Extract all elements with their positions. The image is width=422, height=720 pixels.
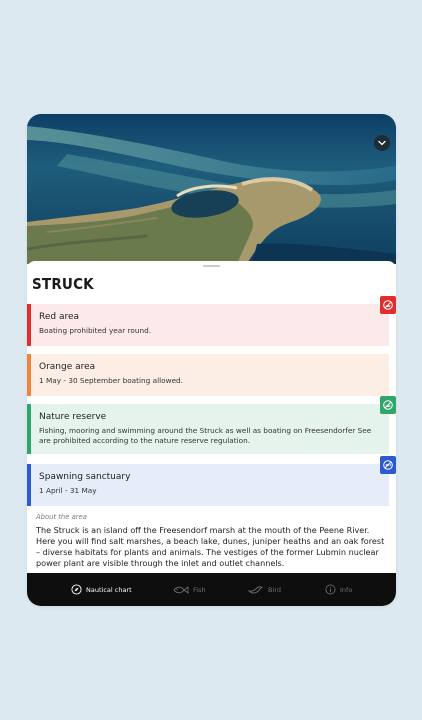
zone-description: Fishing, mooring and swimming around the Struck as well as boating on Freesendorfer See are prohibited according to the nature reserve regulation. — [39, 426, 372, 445]
aerial-photo — [27, 114, 396, 264]
about-text: The Struck is an island off the Freesendorf marsh at the mouth of the Peene River. Here you will find salt marshes, a beach lake, dunes, juniper heaths and an oak forest – diverse habitats for plants and animals. The vestiges of the former Lubmin nuclear power plant are visible through the inlet and outlet channels. — [36, 525, 385, 568]
zone-name: Orange area — [39, 362, 96, 372]
zone-color-bar — [27, 354, 31, 396]
zone-name: Nature reserve — [39, 412, 107, 422]
zone-red-area — [27, 304, 389, 346]
area-detail-card — [27, 114, 396, 606]
zone-name: Red area — [39, 312, 80, 322]
chevron-down-icon — [378, 140, 386, 146]
zone-description: Boating prohibited year round. — [39, 326, 152, 335]
nav-bird[interactable] — [248, 573, 281, 606]
no-boating-icon — [380, 396, 396, 414]
place-title: STRUCK — [32, 275, 94, 293]
no-fishing-icon — [380, 456, 396, 474]
nav-label: Bird — [268, 585, 281, 594]
nav-info[interactable] — [325, 573, 352, 606]
zone-color-bar — [27, 404, 31, 454]
no-boating-icon — [380, 296, 396, 314]
nav-label: Fish — [193, 585, 206, 594]
zone-nature-reserve — [27, 404, 389, 454]
fish-icon — [173, 585, 189, 595]
nav-fish[interactable] — [173, 573, 206, 606]
zone-description: 1 April - 31 May — [39, 486, 97, 495]
zone-name: Spawning sanctuary — [39, 472, 131, 482]
about-label: About the area — [36, 513, 87, 521]
zone-color-bar — [27, 304, 31, 346]
nav-label: Nautical chart — [86, 585, 132, 594]
zone-color-bar — [27, 464, 31, 506]
bottom-nav — [27, 573, 396, 606]
collapse-button[interactable] — [374, 135, 390, 151]
zone-orange-area — [27, 354, 389, 396]
zone-description: 1 May - 30 September boating allowed. — [39, 376, 184, 385]
drag-handle[interactable] — [203, 265, 220, 267]
bird-icon — [248, 585, 264, 595]
nav-label: Info — [340, 585, 353, 594]
nav-nautical-chart[interactable] — [71, 573, 132, 606]
zone-spawning-sanctuary — [27, 464, 389, 506]
compass-icon — [71, 584, 82, 595]
aerial-photo-image — [27, 114, 396, 264]
info-sheet — [27, 261, 396, 573]
info-icon — [325, 584, 336, 595]
